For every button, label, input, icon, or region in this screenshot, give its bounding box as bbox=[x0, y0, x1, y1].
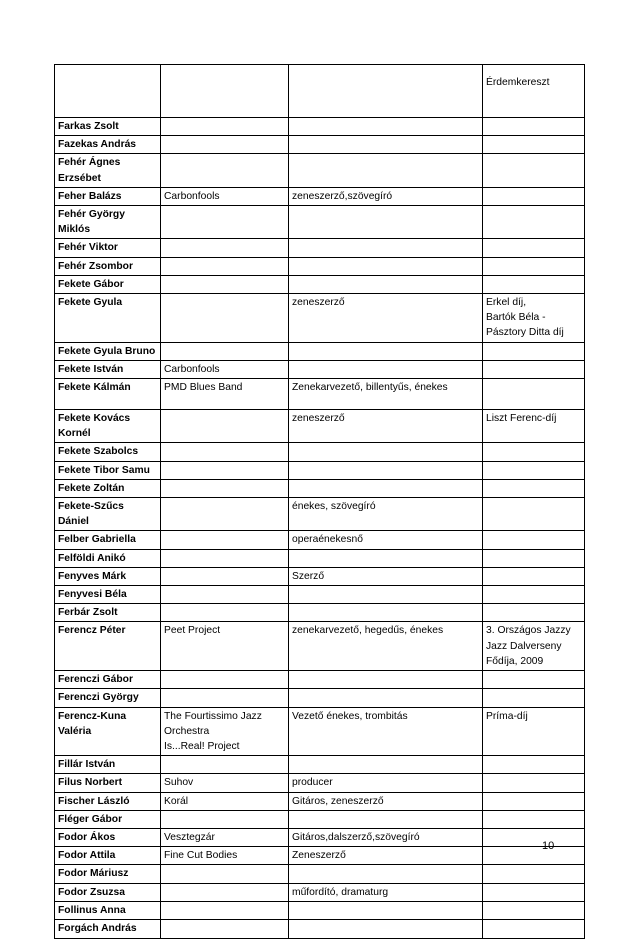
cell-band bbox=[161, 883, 289, 901]
cell-role: műfordító, dramaturg bbox=[289, 883, 483, 901]
table-row bbox=[55, 443, 585, 461]
cell-name: Ferenczi György bbox=[55, 689, 161, 707]
cell-role bbox=[289, 206, 483, 239]
cell-band: Vesztegzár bbox=[161, 828, 289, 846]
cell-role bbox=[289, 810, 483, 828]
table-row bbox=[55, 187, 585, 205]
table-row bbox=[55, 792, 585, 810]
cell-name: Ferencz Péter bbox=[55, 622, 161, 671]
cell-band bbox=[161, 756, 289, 774]
cell-name: Fodor Attila bbox=[55, 847, 161, 865]
cell-name: Fekete Szabolcs bbox=[55, 443, 161, 461]
table-row bbox=[55, 342, 585, 360]
cell-name: Ferencz-Kuna Valéria bbox=[55, 707, 161, 756]
cell-band: The Fourtissimo Jazz Orchestra Is...Real! Project bbox=[161, 707, 289, 756]
cell-role bbox=[289, 586, 483, 604]
table-row bbox=[55, 847, 585, 865]
cell-award bbox=[483, 792, 585, 810]
table-row bbox=[55, 549, 585, 567]
cell-role bbox=[289, 461, 483, 479]
cell-award bbox=[483, 379, 585, 410]
table-row bbox=[55, 919, 585, 938]
cell-band: Carbonfools bbox=[161, 360, 289, 378]
cell-name: Feher Balázs bbox=[55, 187, 161, 205]
cell-award bbox=[483, 531, 585, 549]
cell-name: Felber Gabriella bbox=[55, 531, 161, 549]
cell-band bbox=[161, 810, 289, 828]
cell-award bbox=[483, 461, 585, 479]
cell-band bbox=[161, 275, 289, 293]
table-row bbox=[55, 774, 585, 792]
cell-band bbox=[161, 65, 289, 118]
cell-role: Zeneszerző bbox=[289, 847, 483, 865]
cell-band bbox=[161, 410, 289, 443]
cell-name: Fodor Zsuzsa bbox=[55, 883, 161, 901]
cell-award: Erkel díj, Bartók Béla - Pásztory Ditta díj bbox=[483, 294, 585, 343]
table-row bbox=[55, 360, 585, 378]
cell-award bbox=[483, 136, 585, 154]
cell-band bbox=[161, 919, 289, 938]
cell-award bbox=[483, 756, 585, 774]
cell-award bbox=[483, 774, 585, 792]
table-row bbox=[55, 622, 585, 671]
cell-band bbox=[161, 206, 289, 239]
cell-band bbox=[161, 549, 289, 567]
cell-name: Fekete Tibor Samu bbox=[55, 461, 161, 479]
cell-award: Liszt Ferenc-díj bbox=[483, 410, 585, 443]
cell-award: Érdemkereszt bbox=[483, 65, 585, 118]
cell-award bbox=[483, 118, 585, 136]
cell-role: Szerző bbox=[289, 567, 483, 585]
cell-name: Fekete Kálmán bbox=[55, 379, 161, 410]
cell-role bbox=[289, 901, 483, 919]
cell-role: énekes, szövegíró bbox=[289, 498, 483, 531]
cell-name: Filus Norbert bbox=[55, 774, 161, 792]
cell-role bbox=[289, 919, 483, 938]
cell-band bbox=[161, 479, 289, 497]
cell-award bbox=[483, 586, 585, 604]
cell-award bbox=[483, 154, 585, 187]
table-row bbox=[55, 239, 585, 257]
cell-award: Príma-díj bbox=[483, 707, 585, 756]
cell-role bbox=[289, 275, 483, 293]
cell-award bbox=[483, 810, 585, 828]
cell-name: Ferenczi Gábor bbox=[55, 671, 161, 689]
cell-award: 3. Országos Jazzy Jazz Dalverseny Fődíja, 2009 bbox=[483, 622, 585, 671]
cell-award bbox=[483, 604, 585, 622]
cell-band bbox=[161, 689, 289, 707]
cell-band bbox=[161, 567, 289, 585]
cell-award bbox=[483, 479, 585, 497]
cell-award bbox=[483, 828, 585, 846]
table-row bbox=[55, 479, 585, 497]
cell-award bbox=[483, 275, 585, 293]
cell-award bbox=[483, 342, 585, 360]
artist-table-body bbox=[55, 65, 585, 939]
cell-name: Fodor Ákos bbox=[55, 828, 161, 846]
cell-band bbox=[161, 136, 289, 154]
cell-role bbox=[289, 756, 483, 774]
cell-award bbox=[483, 883, 585, 901]
cell-name: Fillár István bbox=[55, 756, 161, 774]
cell-role bbox=[289, 65, 483, 118]
table-row bbox=[55, 810, 585, 828]
cell-role bbox=[289, 360, 483, 378]
cell-name: Fekete Gyula Bruno bbox=[55, 342, 161, 360]
table-row bbox=[55, 756, 585, 774]
cell-role bbox=[289, 689, 483, 707]
cell-name: Fehér Zsombor bbox=[55, 257, 161, 275]
cell-role bbox=[289, 239, 483, 257]
cell-band bbox=[161, 342, 289, 360]
cell-award bbox=[483, 239, 585, 257]
cell-band: Fine Cut Bodies bbox=[161, 847, 289, 865]
cell-role: zeneszerző bbox=[289, 410, 483, 443]
cell-name: Fischer László bbox=[55, 792, 161, 810]
cell-name: Fekete István bbox=[55, 360, 161, 378]
cell-award bbox=[483, 187, 585, 205]
table-row bbox=[55, 883, 585, 901]
table-row bbox=[55, 567, 585, 585]
table-row bbox=[55, 461, 585, 479]
table-row bbox=[55, 410, 585, 443]
table-row bbox=[55, 65, 585, 118]
table-row bbox=[55, 154, 585, 187]
table-row bbox=[55, 707, 585, 756]
cell-band: Carbonfools bbox=[161, 187, 289, 205]
cell-role: zeneszerző,szövegíró bbox=[289, 187, 483, 205]
cell-name: Fehér György Miklós bbox=[55, 206, 161, 239]
cell-role: Zenekarvezető, billentyűs, énekes bbox=[289, 379, 483, 410]
cell-name: Fléger Gábor bbox=[55, 810, 161, 828]
cell-name: Fenyves Márk bbox=[55, 567, 161, 585]
cell-role bbox=[289, 671, 483, 689]
cell-name: Farkas Zsolt bbox=[55, 118, 161, 136]
cell-role: zenekarvezető, hegedűs, énekes bbox=[289, 622, 483, 671]
cell-award bbox=[483, 901, 585, 919]
cell-role bbox=[289, 549, 483, 567]
cell-name: Fekete Zoltán bbox=[55, 479, 161, 497]
table-row bbox=[55, 206, 585, 239]
cell-award bbox=[483, 865, 585, 883]
cell-role bbox=[289, 479, 483, 497]
cell-name: Fehér Viktor bbox=[55, 239, 161, 257]
cell-name: Fehér Ágnes Erzsébet bbox=[55, 154, 161, 187]
cell-award bbox=[483, 567, 585, 585]
table-row bbox=[55, 275, 585, 293]
cell-name: Ferbár Zsolt bbox=[55, 604, 161, 622]
cell-band bbox=[161, 118, 289, 136]
table-row bbox=[55, 671, 585, 689]
cell-band bbox=[161, 901, 289, 919]
cell-award bbox=[483, 498, 585, 531]
cell-award bbox=[483, 257, 585, 275]
cell-name: Forgách András bbox=[55, 919, 161, 938]
cell-name: Fekete-Szűcs Dániel bbox=[55, 498, 161, 531]
table-row bbox=[55, 257, 585, 275]
table-row bbox=[55, 586, 585, 604]
cell-band: Suhov bbox=[161, 774, 289, 792]
cell-role: Gitáros, zeneszerző bbox=[289, 792, 483, 810]
cell-band bbox=[161, 498, 289, 531]
table-row bbox=[55, 136, 585, 154]
table-row bbox=[55, 604, 585, 622]
cell-band bbox=[161, 671, 289, 689]
cell-role: Gitáros,dalszerző,szövegíró bbox=[289, 828, 483, 846]
cell-award bbox=[483, 443, 585, 461]
cell-band bbox=[161, 239, 289, 257]
cell-name: Follinus Anna bbox=[55, 901, 161, 919]
cell-role: zeneszerző bbox=[289, 294, 483, 343]
cell-role: producer bbox=[289, 774, 483, 792]
cell-band bbox=[161, 531, 289, 549]
cell-name: Fodor Máriusz bbox=[55, 865, 161, 883]
cell-band bbox=[161, 604, 289, 622]
cell-band: Peet Project bbox=[161, 622, 289, 671]
cell-band bbox=[161, 257, 289, 275]
table-row bbox=[55, 689, 585, 707]
cell-name: Fenyvesi Béla bbox=[55, 586, 161, 604]
cell-name: Fazekas András bbox=[55, 136, 161, 154]
cell-role bbox=[289, 604, 483, 622]
cell-name: Fekete Gábor bbox=[55, 275, 161, 293]
cell-role bbox=[289, 443, 483, 461]
cell-award bbox=[483, 360, 585, 378]
cell-award bbox=[483, 671, 585, 689]
table-row bbox=[55, 118, 585, 136]
table-row bbox=[55, 828, 585, 846]
table-row bbox=[55, 865, 585, 883]
cell-band: Korál bbox=[161, 792, 289, 810]
cell-role: operaénekesnő bbox=[289, 531, 483, 549]
cell-role: Vezető énekes, trombitás bbox=[289, 707, 483, 756]
cell-award bbox=[483, 919, 585, 938]
cell-band bbox=[161, 461, 289, 479]
cell-role bbox=[289, 136, 483, 154]
table-row bbox=[55, 498, 585, 531]
cell-role bbox=[289, 118, 483, 136]
cell-award bbox=[483, 689, 585, 707]
cell-name bbox=[55, 65, 161, 118]
table-row bbox=[55, 901, 585, 919]
page-number: 10 bbox=[542, 840, 555, 852]
cell-award bbox=[483, 549, 585, 567]
table-row bbox=[55, 379, 585, 410]
cell-role bbox=[289, 342, 483, 360]
artist-table bbox=[54, 64, 585, 939]
cell-role bbox=[289, 154, 483, 187]
cell-name: Fekete Gyula bbox=[55, 294, 161, 343]
cell-band: PMD Blues Band bbox=[161, 379, 289, 410]
table-row bbox=[55, 531, 585, 549]
cell-band bbox=[161, 865, 289, 883]
cell-band bbox=[161, 154, 289, 187]
cell-band bbox=[161, 294, 289, 343]
cell-award bbox=[483, 847, 585, 865]
cell-role bbox=[289, 257, 483, 275]
cell-award bbox=[483, 206, 585, 239]
cell-role bbox=[289, 865, 483, 883]
cell-name: Felföldi Anikó bbox=[55, 549, 161, 567]
cell-name: Fekete Kovács Kornél bbox=[55, 410, 161, 443]
cell-band bbox=[161, 586, 289, 604]
table-row bbox=[55, 294, 585, 343]
cell-band bbox=[161, 443, 289, 461]
